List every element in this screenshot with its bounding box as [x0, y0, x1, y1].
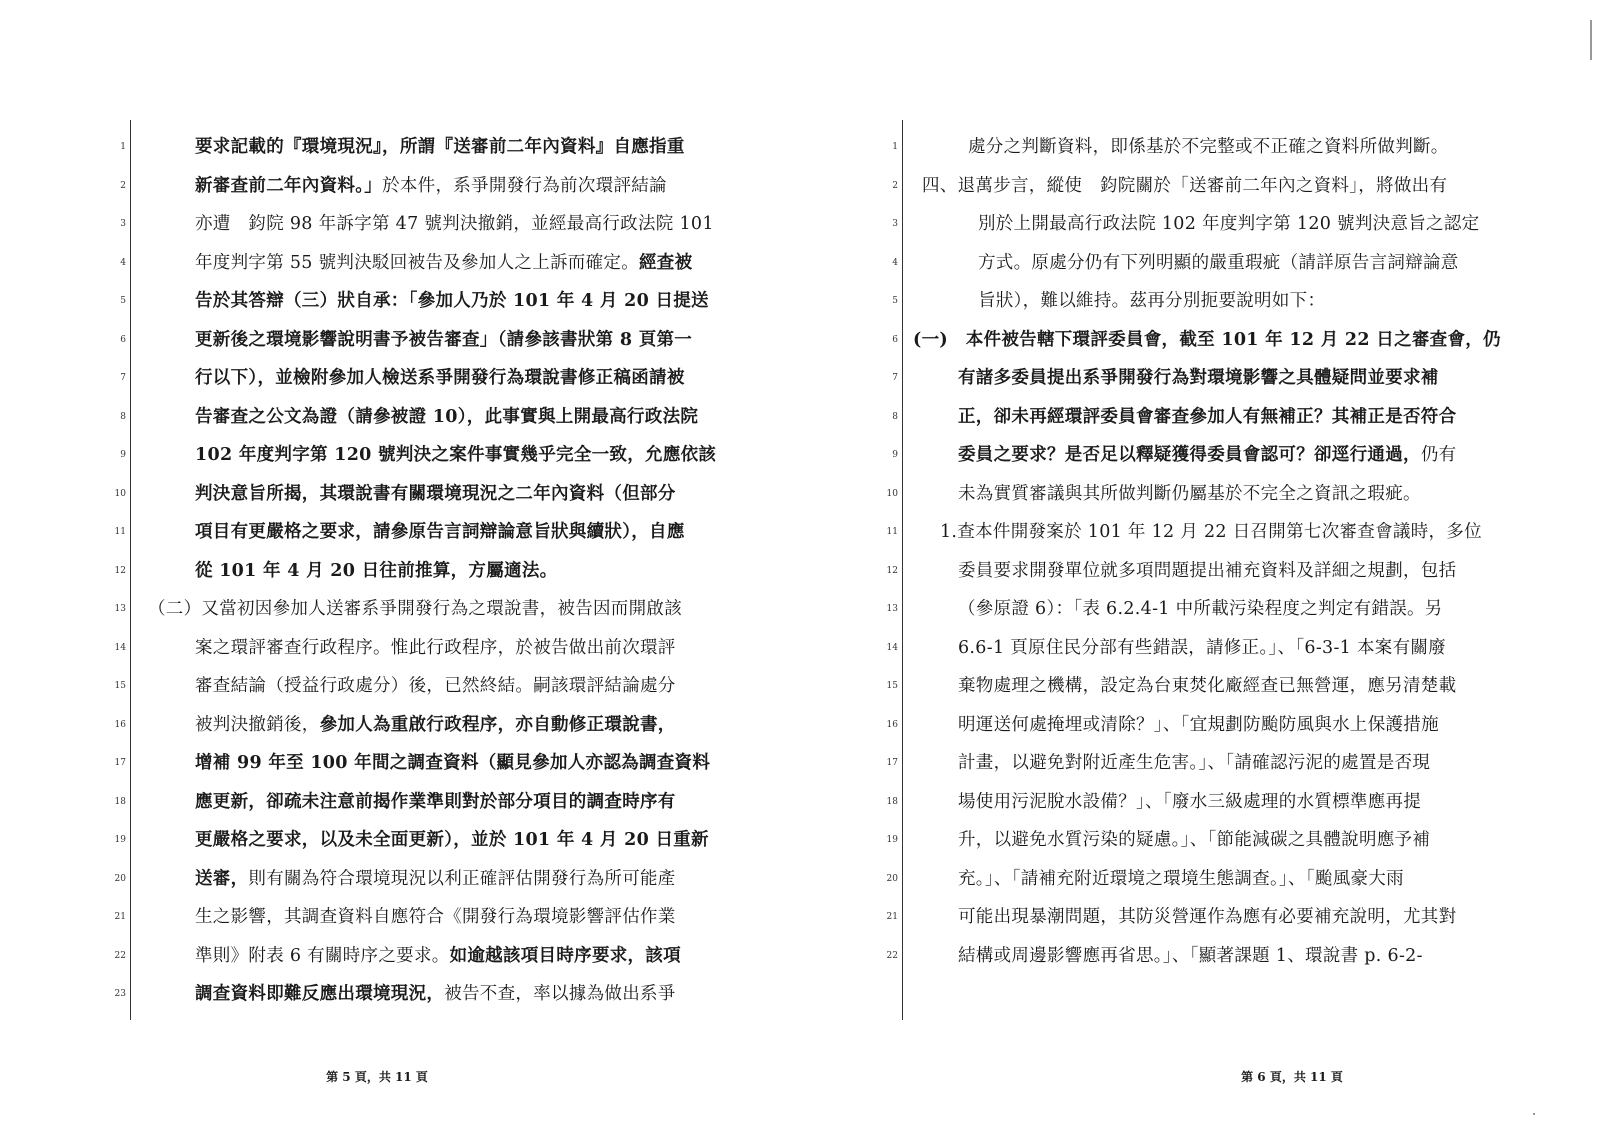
line-number: 19: [886, 835, 898, 845]
text-segment: 準則》附表 6 有關時序之要求。: [195, 945, 450, 966]
text-segment: 明運送何處掩埋或清除？」、「宜規劃防颱防風與水上保護措施: [958, 714, 1439, 735]
right-margin-rule: [902, 120, 903, 1020]
text-segment: 委員要求開發單位就多項問題提出補充資料及詳細之規劃，包括: [958, 560, 1457, 581]
line-number: 4: [120, 257, 126, 268]
text-segment: 應更新，卻疏未注意前揭作業準則對於部分項目的調查時序有: [195, 791, 676, 812]
text-line: [195, 561, 557, 581]
text-line: [195, 368, 685, 388]
line-number: 20: [886, 873, 898, 884]
line-number: 10: [114, 488, 126, 499]
text-segment: 要求記載的『環境現況』，所謂『送審前二年內資料』自應指重: [195, 137, 685, 157]
line-number: 12: [114, 565, 126, 576]
text-line: [958, 946, 1423, 966]
text-line: [195, 715, 676, 735]
text-segment: 被告不查，率以據為做出系爭: [444, 984, 676, 1004]
text-segment: 別於上開最高行政法院 102 年度判字第 120 號判決意旨之認定: [978, 214, 1480, 234]
text-line: [148, 599, 682, 619]
scan-speck: [1533, 1113, 1535, 1115]
text-segment: (一) 本件被告轄下環評委員會，截至 101 年 12 月 22 日之審查會，仍: [913, 329, 1501, 350]
text-segment: 生之影響，其調查資料自應符合《開發行為環境影響評估作業: [195, 907, 676, 927]
text-line: [958, 638, 1446, 658]
text-segment: 正，卻未再經環評委員會審查參加人有無補正？其補正是否符合: [958, 406, 1457, 427]
line-number: 8: [892, 411, 898, 422]
text-line: [978, 214, 1479, 234]
line-number: 9: [892, 450, 898, 460]
text-line: [195, 638, 676, 658]
text-line: [958, 445, 1456, 465]
text-line: [195, 137, 685, 157]
text-line: [195, 445, 716, 465]
text-line: [195, 484, 676, 504]
text-segment: 未為實質審議與其所做判斷仍屬基於不完全之資訊之瑕疵。: [958, 483, 1421, 504]
text-segment: 旨狀），難以維持。茲再分別扼要說明如下：: [978, 291, 1326, 311]
line-number: 18: [886, 796, 898, 807]
line-number: 8: [120, 411, 126, 422]
text-line: [195, 253, 692, 273]
line-number: 17: [114, 758, 126, 768]
text-line: [195, 946, 681, 966]
line-number: 17: [886, 758, 898, 768]
text-line: [958, 907, 1456, 927]
line-number: 2: [892, 180, 898, 191]
text-segment: 增補 99 年至 100 年間之調查資料（顯見參加人亦認為調查資料: [195, 753, 711, 773]
line-number: 13: [886, 604, 898, 614]
text-segment: 項目有更嚴格之要求，請參原告言詞辯論意旨狀與續狀），自應: [195, 522, 685, 542]
text-line: [195, 792, 676, 812]
text-segment: 經查被: [639, 252, 693, 273]
text-line: [195, 176, 667, 196]
line-number: 16: [114, 719, 126, 730]
text-line: [958, 676, 1456, 696]
text-line: [195, 291, 709, 311]
text-segment: 場使用污泥脫水設備？」、「廢水三級處理的水質標準應再提: [958, 791, 1422, 812]
right-page: [800, 0, 1600, 1130]
text-segment: 升，以避免水質污染的疑慮。」、「節能減碳之具體說明應予補: [958, 830, 1431, 850]
text-line: [195, 907, 676, 927]
text-line: [195, 407, 698, 427]
text-segment: 行以下），並檢附參加人檢送系爭開發行為環說書修正稿函請被: [195, 368, 685, 388]
text-segment: 案之環評審查行政程序。惟此行政程序，於被告做出前次環評: [195, 637, 676, 658]
text-line: [978, 253, 1459, 273]
text-segment: 調查資料即難反應出環境現況，: [195, 984, 445, 1004]
line-number: 13: [114, 604, 126, 614]
text-segment: 可能出現暴潮問題，其防災營運作為應有必要補充說明，尤其對: [958, 907, 1457, 927]
line-number: 1: [892, 142, 898, 152]
text-segment: 仍有: [1420, 445, 1457, 465]
text-segment: 6.6-1 頁原住民分部有些錯誤，請修正。」、「6-3-1 本案有關廢: [958, 637, 1446, 658]
line-number: 22: [886, 950, 898, 961]
text-line: [940, 522, 1482, 542]
text-segment: 結構或周邊影響應再省思。」、「顯著課題 1、環說書 p. 6-2-: [958, 945, 1423, 966]
line-number: 12: [886, 565, 898, 576]
line-number: 21: [886, 912, 898, 922]
line-number: 22: [114, 950, 126, 961]
text-segment: 如逾越該項目時序要求，該項: [449, 945, 681, 966]
line-number: 20: [114, 873, 126, 884]
text-line: [958, 561, 1456, 581]
line-number: 14: [114, 642, 126, 653]
text-segment: （二）又當初因參加人送審系爭開發行為之環說書，被告因而開啟該: [148, 599, 682, 619]
text-line: [958, 368, 1439, 388]
text-line: [195, 984, 676, 1004]
text-line: [195, 522, 685, 542]
line-number: 6: [892, 334, 898, 345]
text-segment: 102 年度判字第 120 號判決之案件事實幾乎完全一致，允應依該: [195, 445, 717, 465]
text-line: [195, 753, 710, 773]
line-number: 18: [114, 796, 126, 807]
line-number: 6: [120, 334, 126, 345]
line-number: 3: [892, 219, 898, 229]
text-line: [958, 830, 1430, 850]
text-line: [922, 176, 1447, 196]
text-segment: 計畫，以避免對附近產生危害。」、「請確認污泥的處置是否現: [958, 753, 1431, 773]
text-segment: 參加人為重啟行政程序，亦自動修正環說書，: [319, 714, 676, 735]
scan-speck: [1590, 20, 1592, 60]
text-segment: 方式。原處分仍有下列明顯的嚴重瑕疵（請詳原告言詞辯論意: [978, 252, 1459, 273]
text-line: [958, 599, 1443, 619]
line-number: 3: [120, 219, 126, 229]
text-line: [958, 792, 1421, 812]
line-number: 19: [114, 835, 126, 845]
line-number: 5: [120, 296, 126, 306]
text-line: [958, 715, 1439, 735]
text-line: [958, 484, 1421, 504]
line-number: 10: [886, 488, 898, 499]
text-segment: 審查結論（授益行政處分）後，已然終結。嗣該環評結論處分: [195, 676, 676, 696]
text-segment: 年度判字第 55 號判決駁回被告及參加人之上訴而確定。: [195, 252, 639, 273]
text-segment: 告審查之公文為證（請參被證 10），此事實與上開最高行政法院: [195, 406, 699, 427]
text-segment: 送審，: [195, 868, 249, 889]
text-segment: 則有關為符合環境現況以利正確評估開發行為所可能產: [248, 868, 676, 889]
right-page-footer: 第 6 頁，共 11 頁: [1241, 1070, 1343, 1084]
text-segment: 委員之要求？是否足以釋疑獲得委員會認可？卻逕行通過，: [958, 445, 1421, 465]
text-line: [913, 330, 1501, 350]
line-number: 7: [892, 373, 898, 383]
text-segment: 告於其答辯（三）狀自承：「參加人乃於 101 年 4 月 20 日提送: [195, 291, 709, 311]
text-segment: 新審查前二年內資料。」: [195, 175, 383, 196]
text-segment: 處分之判斷資料，即係基於不完整或不正確之資料所做判斷。: [968, 137, 1449, 157]
line-number: 4: [892, 257, 898, 268]
text-segment: 更新後之環境影響說明書予被告審查」（請參該書狀第 8 頁第一: [195, 329, 693, 350]
line-number: 21: [114, 912, 126, 922]
line-number: 11: [114, 527, 126, 537]
line-number: 5: [892, 296, 898, 306]
text-segment: 更嚴格之要求，以及未全面更新），並於 101 年 4 月 20 日重新: [195, 830, 709, 850]
line-number: 2: [120, 180, 126, 191]
text-segment: 1.查本件開發案於 101 年 12 月 22 日召開第七次審查會議時，多位: [940, 522, 1482, 542]
text-line: [195, 869, 676, 889]
text-segment: 四、退萬步言，縱使 鈞院關於「送審前二年內之資料」，將做出有: [922, 175, 1448, 196]
text-line: [195, 830, 709, 850]
text-segment: 被判決撤銷後，: [195, 714, 320, 735]
text-segment: 於本件，系爭開發行為前次環評結論: [382, 175, 667, 196]
line-number: 9: [120, 450, 126, 460]
text-segment: 充。」、「請補充附近環境之環境生態調查。」、「颱風豪大雨: [958, 868, 1404, 889]
text-line: [958, 753, 1430, 773]
text-line: [195, 330, 692, 350]
text-segment: （參原證 6）：「表 6.2.4-1 中所載污染程度之判定有錯誤。另: [958, 599, 1443, 619]
text-line: [968, 137, 1449, 157]
text-segment: 判決意旨所揭，其環說書有關環境現況之二年內資料（但部分: [195, 483, 676, 504]
text-line: [195, 214, 714, 234]
text-line: [958, 407, 1456, 427]
line-number: 7: [120, 373, 126, 383]
text-segment: 有諸多委員提出系爭開發行為對環境影響之具體疑問並要求補: [958, 368, 1439, 388]
left-page-footer: 第 5 頁，共 11 頁: [326, 1070, 428, 1084]
left-margin-rule: [130, 120, 131, 1020]
line-number: 23: [114, 989, 126, 999]
line-number: 15: [114, 681, 126, 691]
line-number: 15: [886, 681, 898, 691]
line-number: 1: [120, 142, 126, 152]
text-line: [978, 291, 1325, 311]
text-line: [195, 676, 676, 696]
text-segment: 亦遭 鈞院 98 年訴字第 47 號判決撤銷，並經最高行政法院 101: [195, 214, 714, 234]
text-line: [958, 869, 1404, 889]
line-number: 11: [886, 527, 898, 537]
line-number: 16: [886, 719, 898, 730]
line-number: 14: [886, 642, 898, 653]
text-segment: 從 101 年 4 月 20 日往前推算，方屬適法。: [195, 560, 558, 581]
text-segment: 棄物處理之機構，設定為台東焚化廠經查已無營運，應另清楚載: [958, 676, 1457, 696]
